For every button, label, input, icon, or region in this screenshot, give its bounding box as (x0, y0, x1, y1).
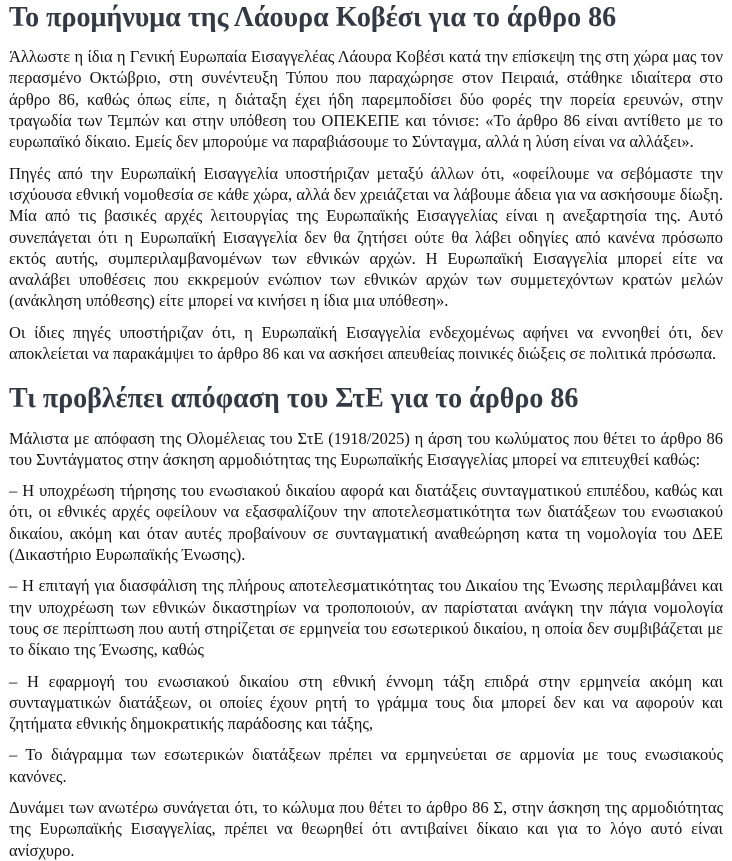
bullet-harmony-eu-rules: – Το διάγραμμα των εσωτερικών διατάξεων πρέπει να ερμηνεύεται σε αρμονία με τους ενωσιακούς κανόνες. (9, 745, 723, 786)
section-kovesi-heading: Το προμήνυμα της Λάουρα Κοβέσι για το άρθρο 86 (9, 2, 617, 33)
paragraph-eppo-implication: Οι ίδιες πηγές υποστήριζαν ότι, η Ευρωπαϊκή Εισαγγελία ενδεχομένως αφήνει να εννοηθεί ότι, δεν αποκλείεται να παρακάμψει το άρθρο 86 και να ασκήσει απευθείας ποινικές διώξεις σε πολιτικά πρόσωπα. (9, 322, 723, 364)
section-ste-heading: Τι προβλέπει απόφαση του ΣτΕ για το άρθρο 86 (9, 383, 579, 415)
paragraph-ste-intro: Μάλιστα με απόφαση της Ολομέλειας του ΣτΕ (1918/2025) η άρση του κωλύματος που θέτει το άρθρο 86 του Συντάγματος στην άσκηση αρμοδιότητας της Ευρωπαϊκής Εισαγγελίας μπορεί να επιτευχθεί καθώς: (9, 428, 723, 469)
paragraph-conclusion: Δυνάμει των ανωτέρω συνάγεται ότι, το κώλυμα που θέτει το άρθρο 86 Σ, στην άσκηση της αρμοδιότητας της Ευρωπαϊκής Εισαγγελίας, πρέπει να θεωρηθεί ότι αντιβαίνει δίκαιο και για το λόγο αυτό είναι ανίσχυρο. (9, 797, 723, 860)
paragraph-kovesi-visit: Άλλωστε η ίδια η Γενική Ευρωπαία Εισαγγελέας Λάουρα Κοβέσι κατά την επίσκεψη της στη χώρα μας τον περασμένο Οκτώβριο, στη συνέντευξη Τύπου που παραχώρησε στον Πειραιά, στάθηκε ιδιαίτερα στο άρθρο 86, καθώς όπως είπε, η διάταξη έχει ήδη παρεμποδίσει δύο φορές την πορεία ερευνών, στην τραγωδία των Τεμπών και στην υπόθεση του ΟΠΕΚΕΠΕ και τόνισε: «Το άρθρο 86 είναι αντίθετο με το ευρωπαϊκό δίκαιο. Εμείς δεν μπορούμε να παραβιάσουμε το Σύνταγμα, αλλά η λύση είναι να αλλάξει». (9, 47, 723, 152)
bullet-full-effectiveness: – Η επιταγή για διασφάλιση της πλήρους αποτελεσματικότητας του Δικαίου της Ένωσης περιλαμβάνει και την υποχρέωση των εθνικών δικαστηρίων να τροποποιούν, αν παρίσταται ανάγκη την πάγια νομολογία τους σε περίπτωση που αυτή στηρίζεται σε ερμηνεία του εσωτερικού δικαίου, η οποία δεν συμβιβάζεται με το δίκαιο της Ένωσης, καθώς (9, 576, 723, 660)
section-ste-decision (9, 383, 723, 861)
bullet-eu-law-obligation: – Η υποχρέωση τήρησης του ενωσιακού δικαίου αφορά και διατάξεις συνταγματικού επιπέδου, καθώς και ότι, οι εθνικές αρχές οφείλουν να εξασφαλίζουν την αποτελεσματικότητα των διατάξεων του ενωσιακού δικαίου, ακόμη και όταν αυτές προβαίνουν σε συνταγματική αναθεώρηση κατα τη νομολογία του ΔΕΕ (Δικαστήριο Ευρωπαϊκής Ένωσης). (9, 481, 723, 565)
bullet-constitutional-interpretation: – Η εφαρμογή του ενωσιακού δικαίου στη εθνική έννομη τάξη επιδρά στην ερμηνεία ακόμη και συνταγματικών διατάξεων, οι οποίες έχουν ρητή το γράμμα τους δια μπορεί δεν και να αφορούν και ζητήματα εθνικής δημοκρατικής παράδοσης και τάξης, (9, 671, 723, 734)
paragraph-eppo-sources: Πηγές από την Ευρωπαϊκή Εισαγγελία υποστήριζαν μεταξύ άλλων ότι, «οφείλουμε να σεβόμαστε την ισχύουσα εθνική νομοθεσία σε κάθε χώρα, αλλά δεν χρειάζεται να λάβουμε άδεια για να ασκήσουμε δίωξη. Μία από τις βασικές αρχές λειτουργίας της Ευρωπαϊκής Εισαγγελίας είναι η ανεξαρτησία της. Αυτό συνεπάγεται ότι η Ευρωπαϊκή Εισαγγελία δεν θα ζητήσει ούτε θα λάβει οδηγίες από κανένα πρόσωπο εκτός αυτής, συμπεριλαμβανομένων των εθνικών αρχών. Η Ευρωπαϊκή Εισαγγελία μπορεί είτε να αναλάβει υποθέσεις που εκκρεμούν ενώπιον των εθνικών αρχών των συμμετεχόντων κρατών μελών (ανάκληση υπόθεσης) είτε μπορεί να κινήσει η ίδια μια υπόθεση». (9, 163, 723, 311)
section-kovesi (9, 2, 723, 364)
